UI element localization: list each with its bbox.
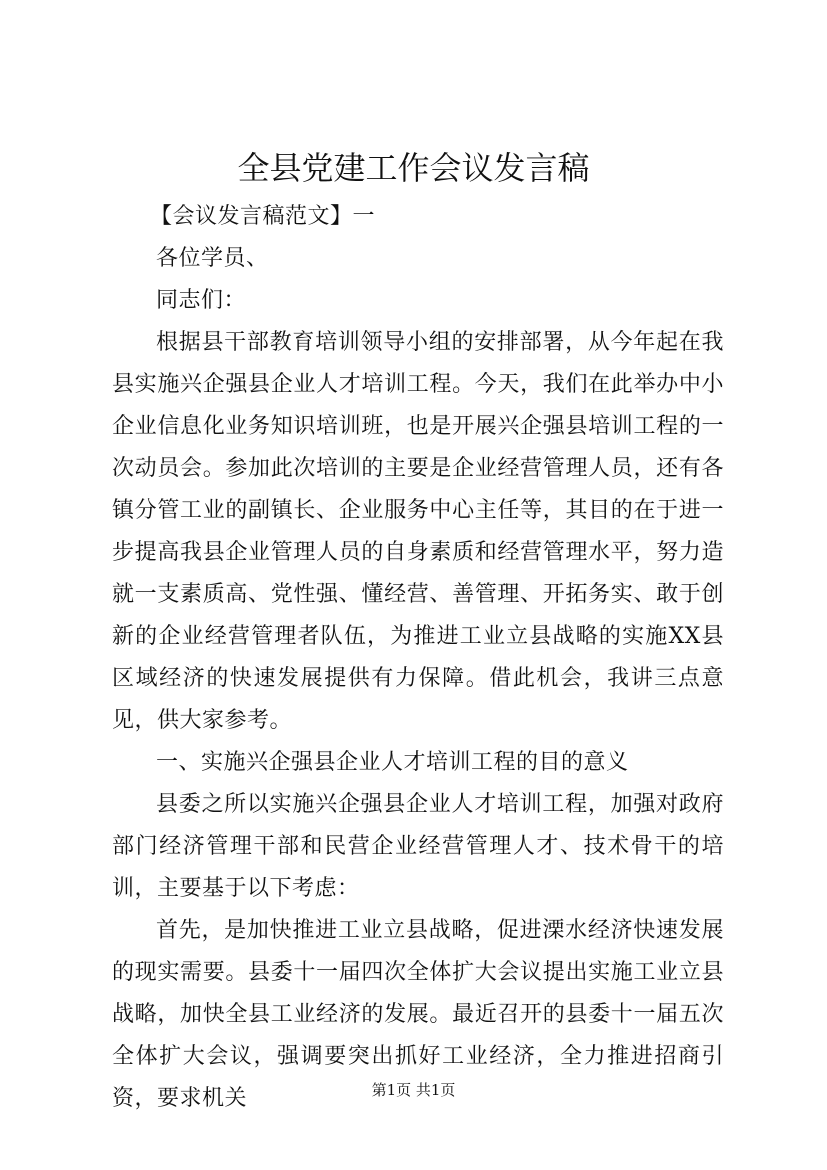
body-paragraph: 根据县干部教育培训领导小组的安排部署，从今年起在我县实施兴企强县企业人才培训工程。今天，我们在此举办中小企业信息化业务知识培训班，也是开展兴企强县培训工程的一次动员会。参加此次培训的主要是企业经营管理人员，还有各镇分管工业的副镇长、企业服务中心主任等，其目的在于进一步提高我县企业管理人员的自身素质和经营管理水平，努力造就一支素质高、党性强、懂经营、善管理、开拓务实、敢于创新的企业经营管理者队伍，为推进工业立县战略的实施XX县区域经济的快速发展提供有力保障。借此机会，我讲三点意见，供大家参考。: [112, 330, 724, 733]
body-paragraph: 首先，是加快推进工业立县战略，促进溧水经济快速发展的现实需要。县委十一届四次全体扩大会议提出实施工业立县战略，加快全县工业经济的发展。最近召开的县委十一届五次全体扩大会议，强调要突出抓好工业经济，全力推进招商引资，要求机关: [112, 918, 724, 1111]
body-paragraph: 县委之所以实施兴企强县企业人才培训工程，加强对政府部门经济管理干部和民营企业经营管理人才、技术骨干的培训，主要基于以下考虑：: [112, 792, 724, 901]
document-body: [112, 196, 724, 1120]
section-heading: 一、实施兴企强县企业人才培训工程的目的意义: [156, 750, 629, 775]
section-heading: 【会议发言稿范文】一: [150, 204, 376, 229]
salutation-line: 同志们：: [156, 288, 247, 313]
page-footer: 第1页 共1页: [371, 1081, 456, 1099]
document-title: 全县党建工作会议发言稿: [237, 149, 590, 187]
salutation-line: 各位学员、: [156, 246, 269, 271]
